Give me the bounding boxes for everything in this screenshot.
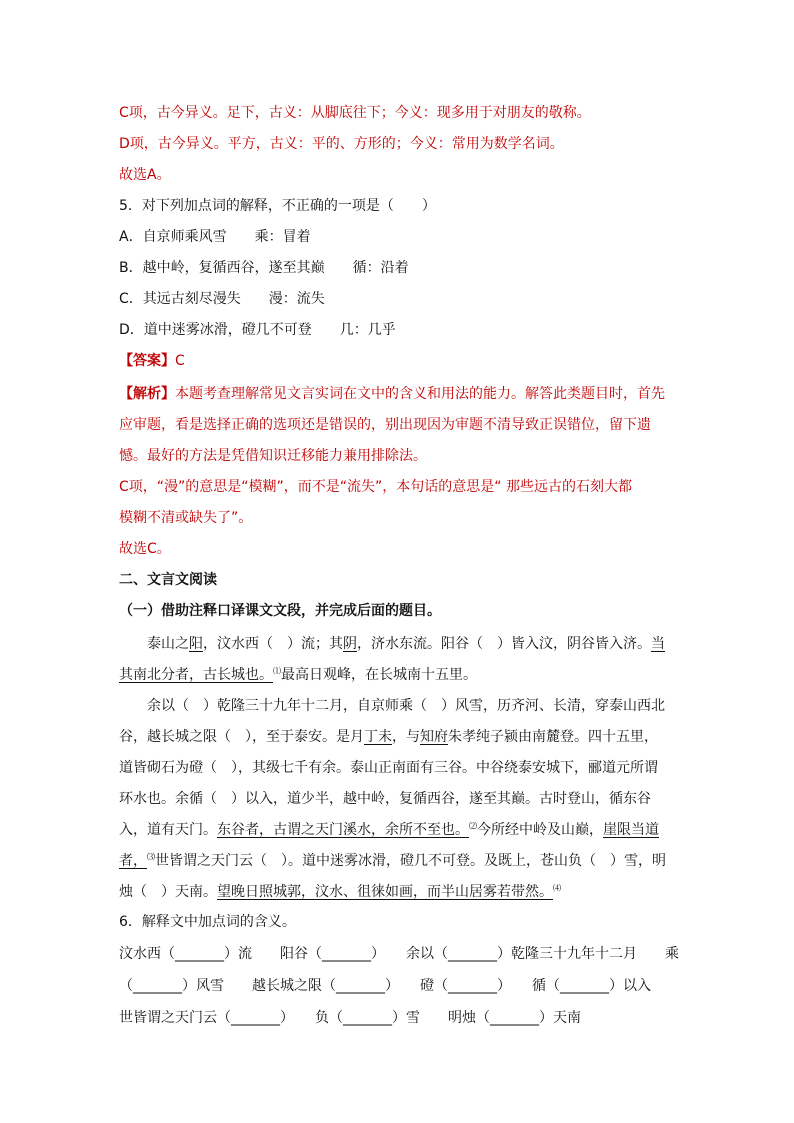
- q4-option-d-explanation: D项，古今异义。平方，古义：平的、方形的；今义：常用为数学名词。: [119, 136, 564, 152]
- answer-value: C: [175, 353, 185, 369]
- q5-analysis-line-2: 应审题，看是选择正确的选项还是错误的，别出现因为审题不清导致正误错位，留下遗: [119, 417, 651, 433]
- passage-paragraph-2: [119, 691, 671, 908]
- q4-option-c-explanation: C项，古今异义。足下，古义：从脚底往下；今义：现多用于对朋友的敬称。: [119, 105, 591, 121]
- q5-analysis-line-1: [119, 385, 665, 403]
- answer-label: 【答案】: [119, 353, 175, 369]
- p1-text: ，济水东流。阳谷（ ）皆入汶，阴谷皆入济。: [357, 636, 651, 652]
- note-marker: ⑶: [147, 852, 155, 862]
- analysis-text: 本题考查理解常见文言实词在文中的含义和用法的能力。解答此类题目时，首先: [175, 386, 665, 402]
- analysis-label: 【解析】: [119, 386, 175, 402]
- q6-blanks-row-2: （_______）风雪 越长城之限（_______） 磴（_______） 循（_______）以入: [119, 978, 651, 994]
- section-subheading: （一）借助注释口译课文文段，并完成后面的题目。: [119, 603, 441, 619]
- q4-choice: 故选A。: [119, 167, 171, 183]
- p2-text: 朱孝纯子颍由南麓登。四十五里，道皆砌石为磴（ ），其级七千有余。泰山正南面有三谷。中谷绕泰安城下，郦道元所谓环水也。余循（ ）以入，道少半，越中岭，复循西谷，遂至其巅。古时登山，循东谷入，道有天门。: [119, 729, 658, 838]
- q5-option-a: A．自京师乘风雪 乘：冒着: [119, 229, 311, 245]
- note-marker: ⑴: [273, 666, 281, 676]
- p2-text: 今所经中岭及山巅，: [477, 822, 603, 838]
- p1-underlined-sentence: 当其南北分者，古长城也。: [119, 636, 665, 683]
- q5-option-b: B．越中岭，复循西谷，遂至其巅 循：沿着: [119, 260, 409, 276]
- passage-paragraph-1: [119, 629, 671, 691]
- p2-text: 世皆谓之天门云（ ）。道中迷雾冰滑，磴几不可登。及既上，苍山负（ ）雪，明烛（ ）天南。: [119, 853, 666, 900]
- p2-text: ，与: [392, 729, 420, 745]
- q6-question: 6．解释文中加点词的含义。: [119, 914, 296, 930]
- p2-underlined-sentence: 望晚日照城郭，汶水、徂徕如画，而半山居雾若带然。: [217, 884, 553, 900]
- q5-choice: 故选C。: [119, 541, 171, 557]
- q5-question: 5．对下列加点词的解释，不正确的一项是（ ）: [119, 198, 436, 214]
- q5-option-d: D．道中迷雾冰滑，磴几不可登 几：几乎: [119, 322, 396, 338]
- p1-text: ，汶水西（ ）流；其: [203, 636, 343, 652]
- q6-blanks-row-3: 世皆谓之天门云（_______） 负（_______）雪 明烛（_______）天南: [119, 1010, 581, 1026]
- q6-blanks-row-1: 汶水西（_______）流 阳谷（_______） 余以（_______）乾隆三十九年十二月 乘: [119, 946, 679, 962]
- p1-dotted-word: 阴: [343, 636, 357, 652]
- note-marker: ⑷: [553, 883, 561, 893]
- p2-text: 余以（ ）乾隆三十九年十二月，自京师乘（ ）风雪，历齐河、长清，穿泰山西北谷，越长城之限（ ），至于泰安。是月: [119, 698, 665, 745]
- p2-underlined-sentence: 东谷者，古谓之天门溪水，余所不至也。: [217, 822, 469, 838]
- note-marker: ⑵: [469, 821, 477, 831]
- section-heading: 二、文言文阅读: [119, 572, 217, 588]
- p2-underlined-word: 丁未: [364, 729, 392, 745]
- q5-analysis-line-3: 憾。最好的方法是凭借知识迁移能力兼用排除法。: [119, 448, 427, 464]
- q5-option-c: C．其远古刻尽漫失 漫：流失: [119, 291, 325, 307]
- p2-underlined-word: 知府: [420, 729, 448, 745]
- p2-underlined-sentence: 崖限当道者，: [119, 822, 659, 869]
- q5-option-c-explanation-1: C项，“漫”的意思是“模糊”，而不是“流失”，本句话的意思是“ 那些远古的石刻大都: [119, 479, 632, 495]
- q5-option-c-explanation-2: 模糊不清或缺失了”。: [119, 510, 253, 526]
- p1-text: 最高日观峰，在长城南十五里。: [281, 667, 477, 683]
- p1-text: 泰山之: [147, 636, 189, 652]
- q5-answer: [119, 352, 185, 370]
- p1-dotted-word: 阳: [189, 636, 203, 652]
